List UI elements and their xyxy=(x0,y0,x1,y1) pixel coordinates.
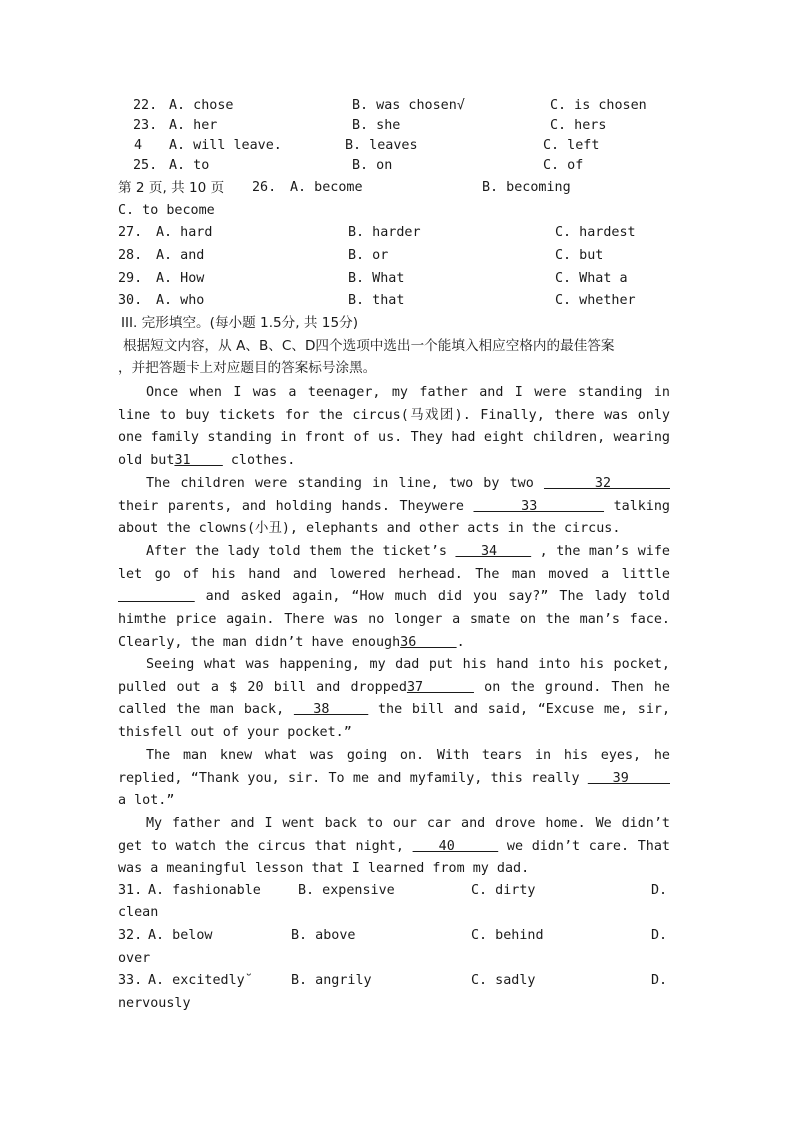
option-b: B. she xyxy=(352,118,401,133)
question-number: 32. xyxy=(118,928,143,943)
question-number: 29. xyxy=(118,271,143,286)
passage-text: The children were standing in line, two by two xyxy=(146,476,544,491)
question-number: 26. xyxy=(252,180,277,195)
blank-37: 37 xyxy=(406,679,474,695)
option-c: C. left xyxy=(543,138,600,153)
question-number: 25. xyxy=(133,158,158,173)
option-b: B. above xyxy=(291,928,356,943)
passage-paragraph-3 xyxy=(118,541,670,655)
option-c: C. hardest xyxy=(555,225,636,240)
question-number: 27. xyxy=(118,225,143,240)
passage-paragraph-5 xyxy=(118,745,670,813)
question-number: 31. xyxy=(118,883,143,898)
passage-text: Once when I was a teenager, my father and I were standing in line to buy tickets for the circus(马戏团). Finally, there was only one family standing in front of us. They had eight children, wearing old but xyxy=(118,385,670,469)
passage-text: The man knew what was going on. With tears in his eyes, he replied, “Thank you, sir. To me and myfamily, this really xyxy=(118,748,670,786)
option-d-text: over xyxy=(118,951,151,966)
passage-text: Seeing what was happening, my dad put his hand into his pocket, pulled out a $ 20 bill and dropped xyxy=(118,657,670,695)
option-b: B. that xyxy=(348,293,405,308)
option-a: A. who xyxy=(156,293,205,308)
option-a: A. become xyxy=(290,180,363,195)
option-a: A. and xyxy=(156,248,205,263)
option-b: B. angrily xyxy=(291,973,372,988)
option-c: C. hers xyxy=(550,118,607,133)
option-d: D. xyxy=(651,928,668,943)
option-b: B. was chosen√ xyxy=(352,98,465,113)
option-a: A. below xyxy=(148,928,213,943)
option-d: D. xyxy=(651,883,668,898)
option-b: B. on xyxy=(352,158,393,173)
passage-text: we didn’t care. That was a meaningful lesson that I learned from my dad. xyxy=(118,838,670,877)
passage-text: , the man’s wife let go of his hand and lowered herhead. The man moved a little xyxy=(118,544,670,582)
passage-text: . xyxy=(456,634,465,650)
passage-text: the bill and said, “Excuse me, sir, thisfell out of your pocket.” xyxy=(118,702,671,741)
option-c: C. of xyxy=(543,158,584,173)
question-number: 28. xyxy=(118,248,143,263)
option-b: B. What xyxy=(348,271,405,286)
option-b: B. or xyxy=(348,248,389,263)
passage-text: clothes. xyxy=(222,453,296,469)
option-a: A. chose xyxy=(169,98,234,113)
blank-40: 40 xyxy=(412,838,499,854)
blank-39: 39 xyxy=(587,770,670,786)
section-title: III. 完形填空。(每小题 1.5分, 共 15分) xyxy=(121,315,359,331)
blank-35 xyxy=(118,589,195,604)
option-c: C. What a xyxy=(555,271,628,286)
passage-text: My father and I went back to our car and drove home. We didn’t get to watch the circus that night, xyxy=(118,816,670,854)
option-b: B. leaves xyxy=(345,138,418,153)
passage-text: their parents, and holding hands. Theywere xyxy=(118,498,474,514)
blank-32: 32 xyxy=(543,476,670,491)
option-c: C. whether xyxy=(555,293,636,308)
passage-text: a lot.” xyxy=(118,793,175,809)
option-a: A. will leave. xyxy=(169,138,282,153)
instruction-line-2: ，并把答题卡上对应题目的答案标号涂黑。 xyxy=(118,360,377,376)
passage-text: and asked again, “How much did you say?” The lady told himthe price again. There was no longer a smate on the man’s face. Clearly, the man didn’t have enough xyxy=(118,589,670,650)
passage-paragraph-6 xyxy=(118,813,670,881)
option-b: B. expensive xyxy=(298,883,395,898)
passage-paragraph-2 xyxy=(118,473,670,541)
option-c: C. to become xyxy=(118,203,215,218)
option-c: C. behind xyxy=(471,928,544,943)
option-b: B. becoming xyxy=(482,180,571,195)
option-d-text: nervously xyxy=(118,996,191,1011)
page-marker: 第 2 页, 共 10 页 xyxy=(118,180,225,196)
blank-33: 33 xyxy=(473,498,605,514)
passage-text: talking about the clowns(小丑), elephants and other acts in the circus. xyxy=(118,498,670,537)
option-a: A. How xyxy=(156,271,205,286)
option-a: A. to xyxy=(169,158,210,173)
question-number: 33. xyxy=(118,973,143,988)
blank-31: 31 xyxy=(174,453,223,469)
instruction-line-1: 根据短文内容，从 A、B、C、D四个选项中选出一个能填入相应空格内的最佳答案 xyxy=(123,338,615,354)
option-d-text: clean xyxy=(118,905,159,920)
question-number: 30. xyxy=(118,293,143,308)
question-number: 4 xyxy=(134,138,143,153)
option-c: C. sadly xyxy=(471,973,536,988)
option-c: C. but xyxy=(555,248,604,263)
blank-38: 38 xyxy=(293,702,369,718)
option-c: C. dirty xyxy=(471,883,536,898)
passage-paragraph-4 xyxy=(118,654,670,745)
option-c: C. is chosen xyxy=(550,98,647,113)
option-d: D. xyxy=(651,973,668,988)
passage-text: on the ground. Then he called the man back, xyxy=(118,679,670,718)
option-a: A. fashionable xyxy=(148,883,261,898)
passage-paragraph-1 xyxy=(118,382,670,473)
question-number: 23. xyxy=(133,118,158,133)
blank-34: 34 xyxy=(455,544,532,559)
option-b: B. harder xyxy=(348,225,421,240)
passage-text: After the lady told them the ticket’s xyxy=(146,544,456,559)
option-a: A. hard xyxy=(156,225,213,240)
option-a: A. excitedly˘ xyxy=(148,973,253,988)
option-a: A. her xyxy=(169,118,218,133)
question-number: 22. xyxy=(133,98,158,113)
blank-36: 36 xyxy=(400,634,457,650)
